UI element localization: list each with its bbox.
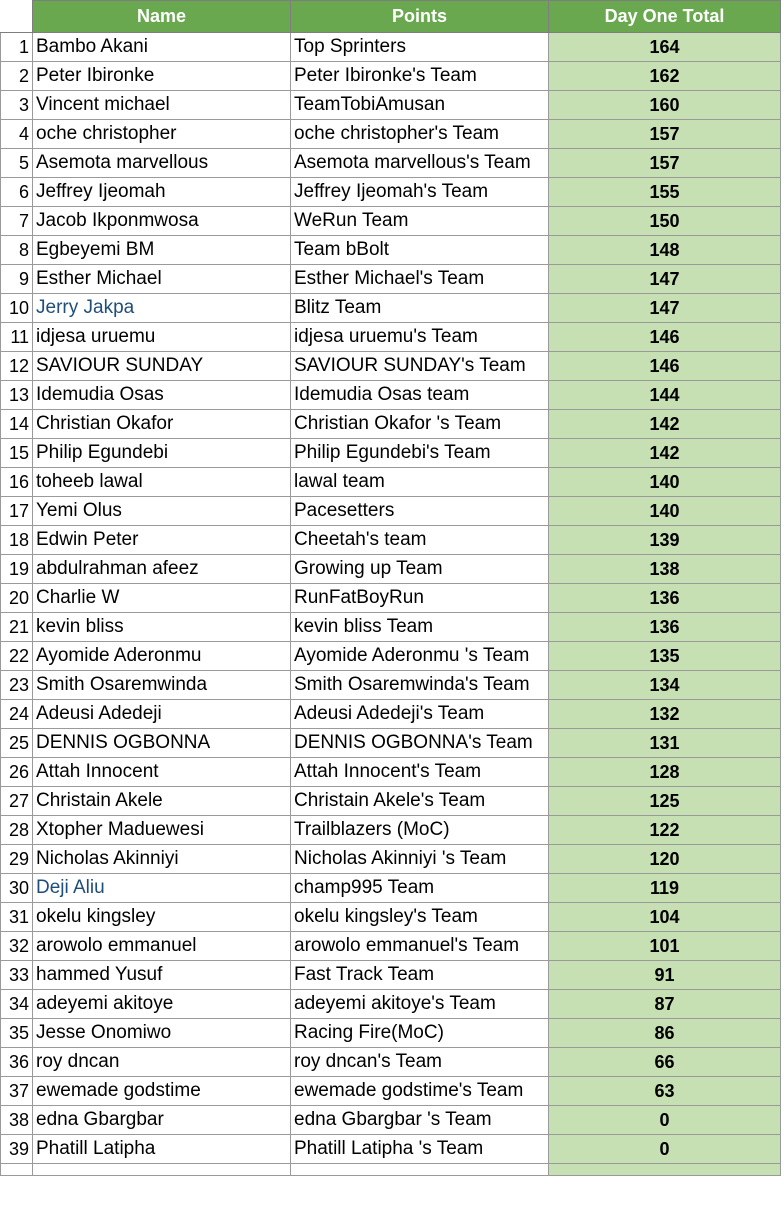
- name-cell[interactable]: Jacob Ikponmwosa: [33, 207, 291, 236]
- team-cell[interactable]: edna Gbargbar 's Team: [291, 1106, 549, 1135]
- row-number: 25: [1, 729, 33, 758]
- team-cell[interactable]: Jeffrey Ijeomah's Team: [291, 178, 549, 207]
- total-cell[interactable]: 136: [549, 613, 781, 642]
- total-cell[interactable]: 140: [549, 468, 781, 497]
- total-cell[interactable]: 91: [549, 961, 781, 990]
- name-cell[interactable]: Christain Akele: [33, 787, 291, 816]
- row-number: 3: [1, 91, 33, 120]
- row-number: 6: [1, 178, 33, 207]
- team-cell[interactable]: Peter Ibironke's Team: [291, 62, 549, 91]
- name-cell[interactable]: Attah Innocent: [33, 758, 291, 787]
- table-row: [1, 410, 781, 439]
- name-cell[interactable]: abdulrahman afeez: [33, 555, 291, 584]
- row-number: 38: [1, 1106, 33, 1135]
- row-number: 27: [1, 787, 33, 816]
- team-cell[interactable]: Team bBolt: [291, 236, 549, 265]
- total-cell[interactable]: 146: [549, 352, 781, 381]
- total-cell[interactable]: 122: [549, 816, 781, 845]
- table-row: [1, 671, 781, 700]
- empty-cell: [549, 1164, 781, 1176]
- table-row: [1, 1077, 781, 1106]
- total-cell[interactable]: 134: [549, 671, 781, 700]
- table-row: [1, 149, 781, 178]
- row-number: 13: [1, 381, 33, 410]
- team-cell[interactable]: idjesa uruemu's Team: [291, 323, 549, 352]
- total-cell[interactable]: 147: [549, 294, 781, 323]
- row-number: 24: [1, 700, 33, 729]
- total-cell[interactable]: 63: [549, 1077, 781, 1106]
- team-cell[interactable]: Trailblazers (MoC): [291, 816, 549, 845]
- row-number: 23: [1, 671, 33, 700]
- row-number: 32: [1, 932, 33, 961]
- table-row: [1, 729, 781, 758]
- table-row: [1, 352, 781, 381]
- header-points[interactable]: Points: [291, 1, 549, 33]
- name-cell[interactable]: Charlie W: [33, 584, 291, 613]
- row-number: 33: [1, 961, 33, 990]
- name-cell[interactable]: DENNIS OGBONNA: [33, 729, 291, 758]
- total-cell[interactable]: 160: [549, 91, 781, 120]
- name-cell[interactable]: Edwin Peter: [33, 526, 291, 555]
- total-cell[interactable]: 87: [549, 990, 781, 1019]
- row-number: 29: [1, 845, 33, 874]
- table-row: [1, 961, 781, 990]
- name-cell[interactable]: Egbeyemi BM: [33, 236, 291, 265]
- table-row: [1, 990, 781, 1019]
- name-cell[interactable]: edna Gbargbar: [33, 1106, 291, 1135]
- name-cell[interactable]: okelu kingsley: [33, 903, 291, 932]
- table-row: [1, 845, 781, 874]
- table-row: [1, 874, 781, 903]
- team-cell[interactable]: kevin bliss Team: [291, 613, 549, 642]
- table-row: [1, 91, 781, 120]
- team-cell[interactable]: lawal team: [291, 468, 549, 497]
- empty-cell: [33, 1164, 291, 1176]
- team-cell[interactable]: ewemade godstime's Team: [291, 1077, 549, 1106]
- empty-cell: [1, 1164, 33, 1176]
- total-cell[interactable]: 131: [549, 729, 781, 758]
- row-number: 12: [1, 352, 33, 381]
- name-cell[interactable]: Bambo Akani: [33, 33, 291, 62]
- total-cell[interactable]: 0: [549, 1106, 781, 1135]
- row-number: 19: [1, 555, 33, 584]
- name-cell[interactable]: Smith Osaremwinda: [33, 671, 291, 700]
- name-cell[interactable]: arowolo emmanuel: [33, 932, 291, 961]
- name-cell[interactable]: idjesa uruemu: [33, 323, 291, 352]
- row-number: 22: [1, 642, 33, 671]
- row-number: 36: [1, 1048, 33, 1077]
- row-number: 35: [1, 1019, 33, 1048]
- empty-cell: [291, 1164, 549, 1176]
- name-cell[interactable]: roy dncan: [33, 1048, 291, 1077]
- name-cell[interactable]: Philip Egundebi: [33, 439, 291, 468]
- name-cell[interactable]: Yemi Olus: [33, 497, 291, 526]
- name-cell[interactable]: Idemudia Osas: [33, 381, 291, 410]
- name-cell[interactable]: Xtopher Maduewesi: [33, 816, 291, 845]
- team-cell[interactable]: Idemudia Osas team: [291, 381, 549, 410]
- total-cell[interactable]: 144: [549, 381, 781, 410]
- total-cell[interactable]: 155: [549, 178, 781, 207]
- team-cell[interactable]: Fast Track Team: [291, 961, 549, 990]
- team-cell[interactable]: Ayomide Aderonmu 's Team: [291, 642, 549, 671]
- table-row: [1, 1135, 781, 1164]
- total-cell[interactable]: 162: [549, 62, 781, 91]
- row-number: 31: [1, 903, 33, 932]
- team-cell[interactable]: champ995 Team: [291, 874, 549, 903]
- team-cell[interactable]: Racing Fire(MoC): [291, 1019, 549, 1048]
- name-cell[interactable]: Jerry Jakpa: [33, 294, 291, 323]
- table-row: [1, 265, 781, 294]
- table-row: [1, 62, 781, 91]
- name-cell[interactable]: Vincent michael: [33, 91, 291, 120]
- row-number: 17: [1, 497, 33, 526]
- total-cell[interactable]: 120: [549, 845, 781, 874]
- total-cell[interactable]: 101: [549, 932, 781, 961]
- team-cell[interactable]: Blitz Team: [291, 294, 549, 323]
- table-row: [1, 1048, 781, 1077]
- team-cell[interactable]: arowolo emmanuel's Team: [291, 932, 549, 961]
- total-cell[interactable]: 157: [549, 149, 781, 178]
- team-cell[interactable]: WeRun Team: [291, 207, 549, 236]
- total-cell[interactable]: 135: [549, 642, 781, 671]
- row-number: 39: [1, 1135, 33, 1164]
- team-cell[interactable]: RunFatBoyRun: [291, 584, 549, 613]
- total-cell[interactable]: 147: [549, 265, 781, 294]
- name-cell[interactable]: hammed Yusuf: [33, 961, 291, 990]
- row-number: 21: [1, 613, 33, 642]
- name-cell[interactable]: Ayomide Aderonmu: [33, 642, 291, 671]
- table-row: [1, 236, 781, 265]
- corner-cell: [1, 1, 33, 33]
- name-cell[interactable]: Peter Ibironke: [33, 62, 291, 91]
- total-cell[interactable]: 140: [549, 497, 781, 526]
- total-cell[interactable]: 119: [549, 874, 781, 903]
- team-cell[interactable]: adeyemi akitoye's Team: [291, 990, 549, 1019]
- team-cell[interactable]: Adeusi Adedeji's Team: [291, 700, 549, 729]
- table-row: [1, 613, 781, 642]
- name-cell[interactable]: Jesse Onomiwo: [33, 1019, 291, 1048]
- team-cell[interactable]: Phatill Latipha 's Team: [291, 1135, 549, 1164]
- row-number: 18: [1, 526, 33, 555]
- team-cell[interactable]: DENNIS OGBONNA's Team: [291, 729, 549, 758]
- team-cell[interactable]: okelu kingsley's Team: [291, 903, 549, 932]
- total-cell[interactable]: 136: [549, 584, 781, 613]
- name-cell[interactable]: oche christopher: [33, 120, 291, 149]
- table-row: [1, 903, 781, 932]
- table-row: [1, 381, 781, 410]
- name-cell[interactable]: ewemade godstime: [33, 1077, 291, 1106]
- row-number: 16: [1, 468, 33, 497]
- table-row: [1, 439, 781, 468]
- total-cell[interactable]: 0: [549, 1135, 781, 1164]
- table-row: [1, 1106, 781, 1135]
- total-cell[interactable]: 142: [549, 439, 781, 468]
- row-number: 20: [1, 584, 33, 613]
- row-number: 30: [1, 874, 33, 903]
- row-number: 7: [1, 207, 33, 236]
- table-row: [1, 497, 781, 526]
- row-number: 5: [1, 149, 33, 178]
- row-number: 11: [1, 323, 33, 352]
- table-row: [1, 758, 781, 787]
- row-number: 37: [1, 1077, 33, 1106]
- row-number: 34: [1, 990, 33, 1019]
- row-number: 15: [1, 439, 33, 468]
- name-cell[interactable]: adeyemi akitoye: [33, 990, 291, 1019]
- table-row: [1, 584, 781, 613]
- team-cell[interactable]: Pacesetters: [291, 497, 549, 526]
- table-body: [1, 33, 781, 1176]
- total-cell[interactable]: 125: [549, 787, 781, 816]
- total-cell[interactable]: 132: [549, 700, 781, 729]
- total-cell[interactable]: 138: [549, 555, 781, 584]
- header-row: [1, 1, 781, 33]
- team-cell[interactable]: Top Sprinters: [291, 33, 549, 62]
- team-cell[interactable]: TeamTobiAmusan: [291, 91, 549, 120]
- total-cell[interactable]: 148: [549, 236, 781, 265]
- row-number: 28: [1, 816, 33, 845]
- header-name[interactable]: Name: [33, 1, 291, 33]
- name-cell[interactable]: Deji Aliu: [33, 874, 291, 903]
- row-number: 26: [1, 758, 33, 787]
- name-cell[interactable]: Nicholas Akinniyi: [33, 845, 291, 874]
- table-row: [1, 323, 781, 352]
- total-cell[interactable]: 164: [549, 33, 781, 62]
- table-row: [1, 178, 781, 207]
- name-cell[interactable]: Christian Okafor: [33, 410, 291, 439]
- name-cell[interactable]: Adeusi Adedeji: [33, 700, 291, 729]
- table-row: [1, 787, 781, 816]
- table-row: [1, 1019, 781, 1048]
- name-cell[interactable]: Phatill Latipha: [33, 1135, 291, 1164]
- total-cell[interactable]: 146: [549, 323, 781, 352]
- row-number: 4: [1, 120, 33, 149]
- team-cell[interactable]: oche christopher's Team: [291, 120, 549, 149]
- total-cell[interactable]: 128: [549, 758, 781, 787]
- row-number: 10: [1, 294, 33, 323]
- total-cell[interactable]: 66: [549, 1048, 781, 1077]
- team-cell[interactable]: roy dncan's Team: [291, 1048, 549, 1077]
- row-number: 8: [1, 236, 33, 265]
- team-cell[interactable]: SAVIOUR SUNDAY's Team: [291, 352, 549, 381]
- total-cell[interactable]: 150: [549, 207, 781, 236]
- table-row: [1, 816, 781, 845]
- total-cell[interactable]: 142: [549, 410, 781, 439]
- team-cell[interactable]: Cheetah's team: [291, 526, 549, 555]
- name-cell[interactable]: kevin bliss: [33, 613, 291, 642]
- total-cell[interactable]: 157: [549, 120, 781, 149]
- name-cell[interactable]: Esther Michael: [33, 265, 291, 294]
- row-number: 1: [1, 33, 33, 62]
- team-cell[interactable]: Christain Akele's Team: [291, 787, 549, 816]
- table-row: [1, 207, 781, 236]
- row-number: 14: [1, 410, 33, 439]
- name-cell[interactable]: toheeb lawal: [33, 468, 291, 497]
- table-row: [1, 932, 781, 961]
- team-cell[interactable]: Christian Okafor 's Team: [291, 410, 549, 439]
- team-cell[interactable]: Esther Michael's Team: [291, 265, 549, 294]
- table-row: [1, 468, 781, 497]
- team-cell[interactable]: Philip Egundebi's Team: [291, 439, 549, 468]
- team-cell[interactable]: Asemota marvellous's Team: [291, 149, 549, 178]
- table-row: [1, 700, 781, 729]
- team-cell[interactable]: Smith Osaremwinda's Team: [291, 671, 549, 700]
- table-row: [1, 294, 781, 323]
- row-number: 2: [1, 62, 33, 91]
- total-cell[interactable]: 139: [549, 526, 781, 555]
- name-cell[interactable]: Jeffrey Ijeomah: [33, 178, 291, 207]
- name-cell[interactable]: SAVIOUR SUNDAY: [33, 352, 291, 381]
- table-row: [1, 555, 781, 584]
- team-cell[interactable]: Attah Innocent's Team: [291, 758, 549, 787]
- table-row: [1, 33, 781, 62]
- table-row: [1, 120, 781, 149]
- name-cell[interactable]: Asemota marvellous: [33, 149, 291, 178]
- header-day-one-total[interactable]: Day One Total: [549, 1, 781, 33]
- table-row: [1, 642, 781, 671]
- team-cell[interactable]: Nicholas Akinniyi 's Team: [291, 845, 549, 874]
- row-number: 9: [1, 265, 33, 294]
- total-cell[interactable]: 86: [549, 1019, 781, 1048]
- table-row-partial: [1, 1164, 781, 1176]
- team-cell[interactable]: Growing up Team: [291, 555, 549, 584]
- table-row: [1, 526, 781, 555]
- total-cell[interactable]: 104: [549, 903, 781, 932]
